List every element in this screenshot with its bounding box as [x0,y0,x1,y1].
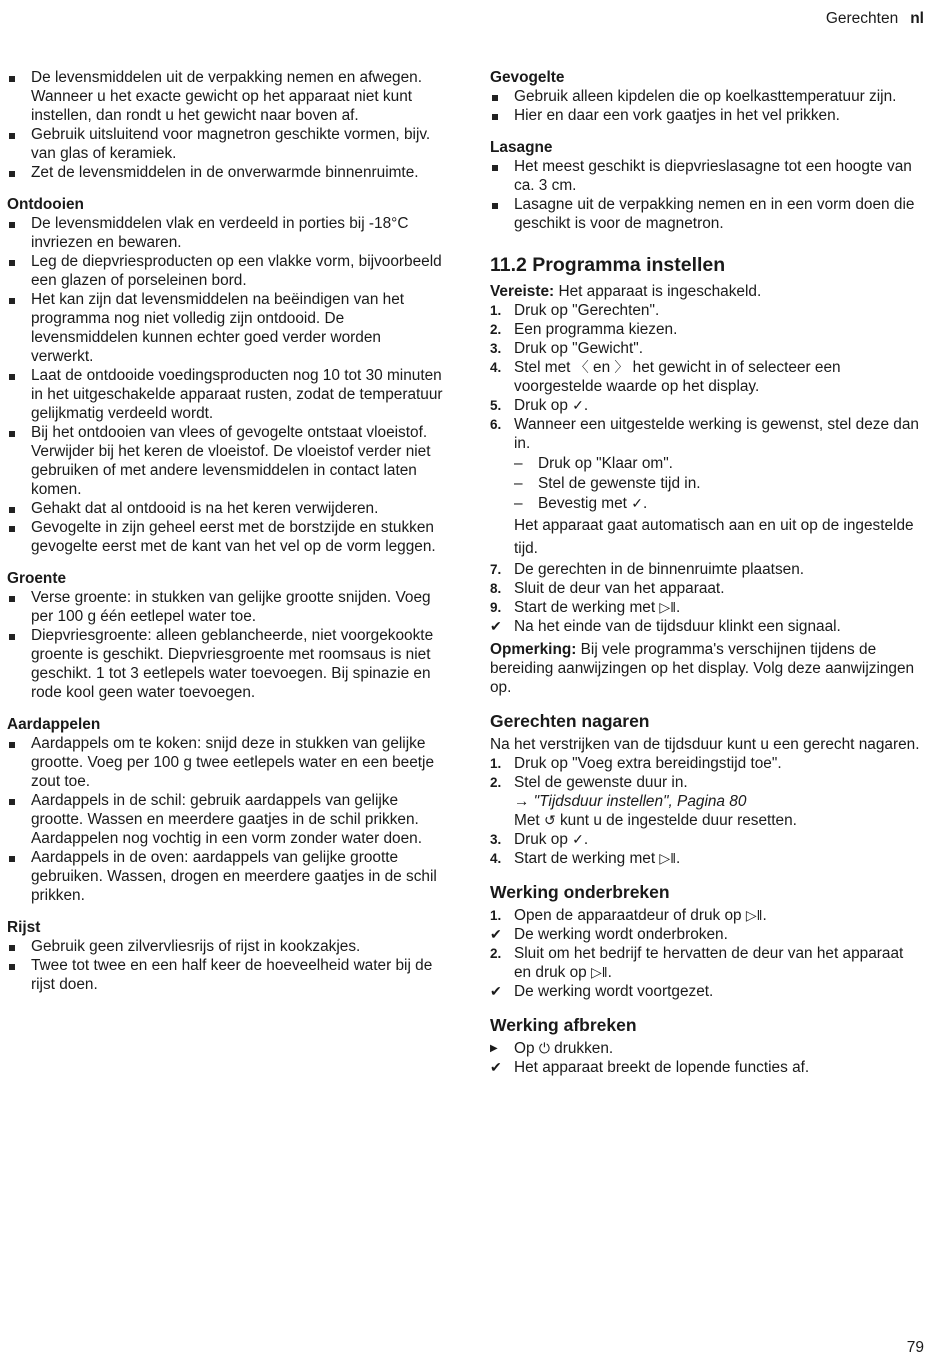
list-item: Hier en daar een vork gaatjes in het vel prikken. [490,106,920,125]
step: 3. Druk op ✓. [490,831,589,848]
section-groente [7,569,447,702]
step-note: Het apparaat gaat automatisch aan en uit op de ingestelde tijd. [514,517,914,557]
list-item: Het meest geschikt is diepvrieslasagne tot een hoogte van ca. 3 cm. [490,157,920,195]
checkmark-icon: ✓ [631,495,643,511]
list-item: De levensmiddelen uit de verpakking nemen en afwegen. Wanneer u het exacte gewicht op het apparaat niet kunt instellen, dan rondt u het gewicht naar boven af. [7,68,447,125]
bullet-icon [9,634,15,640]
step: 6. Wanneer een uitgestelde werking is gewenst, stel deze dan in. [490,416,919,452]
result: ✔ De werking wordt onderbroken. [490,926,728,943]
page-number: 79 [906,1339,924,1356]
intro-list [7,68,447,182]
step: 2. Stel de gewenste duur in. [490,774,688,791]
list-item: Lasagne uit de verpakking nemen en in een vorm doen die geschikt is voor de magnetron. [490,195,920,233]
step: 1. Open de apparaatdeur of druk op ▷‖. [490,907,767,924]
power-icon: ⏻ [538,1040,550,1056]
list-item: Aardappels om te koken: snijd deze in stukken van gelijke grootte. Voeg per 100 g twee eetlepels water en een beetje zout toe. [7,734,447,791]
play-triangle-icon: ▶ [490,1043,498,1054]
start-pause-icon: ▷‖ [591,964,608,980]
result-check-icon: ✔ [490,1059,502,1075]
section-gevogelte [490,68,920,125]
arrow-right-icon: → [514,793,530,810]
bullet-icon [9,133,15,139]
bullet-icon [9,260,15,266]
bullet-icon [9,596,15,602]
requirement: Vereiste: Het apparaat is ingeschakeld. [490,283,762,300]
result: ✔ De werking wordt voortgezet. [490,983,714,1000]
list-item: Zet de levensmiddelen in de onverwarmde binnenruimte. [7,163,447,182]
bullet-icon [9,171,15,177]
chevron-left-icon: 〈 [574,359,589,375]
section-heading: Werking onderbreken [490,882,670,902]
list-item: Leg de diepvriesproducten op een vlakke vorm, bijvoorbeeld een glazen of porseleinen bord. [7,252,447,290]
start-pause-icon: ▷‖ [659,850,676,866]
chapter-heading: 11.2 Programma instellen [490,254,726,276]
bullet-icon [9,964,15,970]
section-ontdooien [7,195,447,556]
bullet-icon [9,431,15,437]
bullet-icon [9,856,15,862]
bullet-icon [9,945,15,951]
section-heading: Rijst [7,919,41,936]
bullet-icon [492,165,498,171]
bullet-icon [9,374,15,380]
checkmark-icon: ✓ [572,831,584,847]
result: ✔ Het apparaat breekt de lopende functies af. [490,1059,810,1076]
list-item: Verse groente: in stukken van gelijke grootte snijden. Voeg per 100 g één eetlepel water toe. [7,588,447,626]
section-heading: Ontdooien [7,196,84,213]
step: 1. Druk op "Gerechten". [490,302,660,319]
running-header [826,10,924,28]
sub-step: – Bevestig met ✓. [514,495,648,512]
bullet-icon [9,76,15,82]
bullet-icon [9,507,15,513]
bullet-icon [492,203,498,209]
section-lasagne [490,138,920,233]
section-programma-instellen [490,253,920,697]
left-column [7,68,447,994]
list-item: Twee tot twee en een half keer de hoeveelheid water bij de rijst doen. [7,956,447,994]
start-pause-icon: ▷‖ [745,907,763,923]
result-check-icon: ✔ [490,926,502,942]
list-item: Diepvriesgroente: alleen geblancheerde, niet voorgekookte groente is geschikt. Diepvriesgroente met roomsaus is niet geschikt. 1 tot 3 eetlepels water toevoegen. Bij spinazie en rode kool geen water toevoegen. [7,626,447,702]
reset-icon: ↺ [543,812,556,828]
bullet-icon [492,95,498,101]
bullet-icon [9,742,15,748]
section-heading: Gevogelte [490,69,565,86]
list-item: Gebruik uitsluitend voor magnetron geschikte vormen, bijv. van glas of keramiek. [7,125,447,163]
section-werking-afbreken [490,1014,920,1077]
list-item: Aardappels in de oven: aardappels van gelijke grootte gebruiken. Wassen, drogen en meerdere gaatjes in de schil prikken. [7,848,447,905]
section-rijst [7,918,447,994]
result: ✔ Na het einde van de tijdsduur klinkt een signaal. [490,618,841,635]
section-heading: Groente [7,570,67,587]
list-item: Aardappels in de schil: gebruik aardappels van gelijke grootte. Wassen en meerdere gaatjes in de schil prikken. Aardappelen nog vochtig in een vorm zonder water doen. [7,791,447,848]
step: 2. Sluit om het bedrijf te hervatten de deur van het apparaat en druk op ▷‖. [490,945,904,981]
section-aardappelen [7,715,447,905]
paragraph: Na het verstrijken van de tijdsduur kunt u een gerecht nagaren. [490,736,920,753]
section-gerechten-nagaren [490,710,920,868]
step: 1. Druk op "Voeg extra bereidingstijd toe". [490,755,782,772]
step: 4. Stel met 〈 en 〉 het gewicht in of selecteer een voorgestelde waarde op het display. [490,359,841,395]
note: Opmerking: Bij vele programma's verschijnen tijdens de bereiding aanwijzingen op het display. Volg deze aanwijzingen op. [490,641,915,696]
cross-reference: → "Tijdsduur instellen", Pagina 80 [514,793,747,810]
step: 9. Start de werking met ▷‖. [490,599,681,616]
header-language: nl [910,10,924,27]
list-item: Bij het ontdooien van vlees of gevogelte ontstaat vloeistof. Verwijder bij het keren de vloeistof. De vloeistof verder niet gebruiken of met andere levensmiddelen in contact laten komen. [7,423,447,499]
start-pause-icon: ▷‖ [659,599,676,615]
step: 4. Start de werking met ▷‖. [490,850,681,867]
bullet-icon [9,799,15,805]
step: ▶ Op ⏻ drukken. [490,1040,614,1057]
step-note: Met ↺ kunt u de ingestelde duur resetten. [514,812,797,829]
section-heading: Werking afbreken [490,1015,637,1035]
bullet-icon [492,114,498,120]
list-item: Gebruik alleen kipdelen die op koelkasttemperatuur zijn. [490,87,920,106]
chevron-right-icon: 〉 [614,359,629,375]
section-heading: Lasagne [490,139,553,156]
checkmark-icon: ✓ [572,397,584,413]
result-check-icon: ✔ [490,983,502,999]
list-item: Gehakt dat al ontdooid is na het keren verwijderen. [7,499,447,518]
step: 7. De gerechten in de binnenruimte plaatsen. [490,561,805,578]
step: 2. Een programma kiezen. [490,321,678,338]
list-item: Gevogelte in zijn geheel eerst met de borstzijde en stukken gevogelte eerst met de kant van het vel op de vorm leggen. [7,518,447,556]
sub-step: – Druk op "Klaar om". [514,455,673,472]
bullet-icon [9,526,15,532]
step: 8. Sluit de deur van het apparaat. [490,580,725,597]
list-item: De levensmiddelen vlak en verdeeld in porties bij -18°C invriezen en bewaren. [7,214,447,252]
result-check-icon: ✔ [490,618,502,634]
list-item: Het kan zijn dat levensmiddelen na beëindigen van het programma nog niet volledig zijn ontdooid. De levensmiddelen kunnen echter goed verder worden verwerkt. [7,290,447,366]
step: 5. Druk op ✓. [490,397,589,414]
right-column [490,68,920,1077]
bullet-icon [9,298,15,304]
sub-step: – Stel de gewenste tijd in. [514,475,701,492]
step: 3. Druk op "Gewicht". [490,340,643,357]
bullet-icon [9,222,15,228]
list-item: Gebruik geen zilvervliesrijs of rijst in kookzakjes. [7,937,447,956]
list-item: Laat de ontdooide voedingsproducten nog 10 tot 30 minuten in het uitgeschakelde apparaat rusten, zodat de temperatuur gelijkmatig verdeeld wordt. [7,366,447,423]
section-werking-onderbreken [490,881,920,1001]
section-heading: Gerechten nagaren [490,711,650,731]
section-heading: Aardappelen [7,716,101,733]
header-section: Gerechten [825,10,899,27]
